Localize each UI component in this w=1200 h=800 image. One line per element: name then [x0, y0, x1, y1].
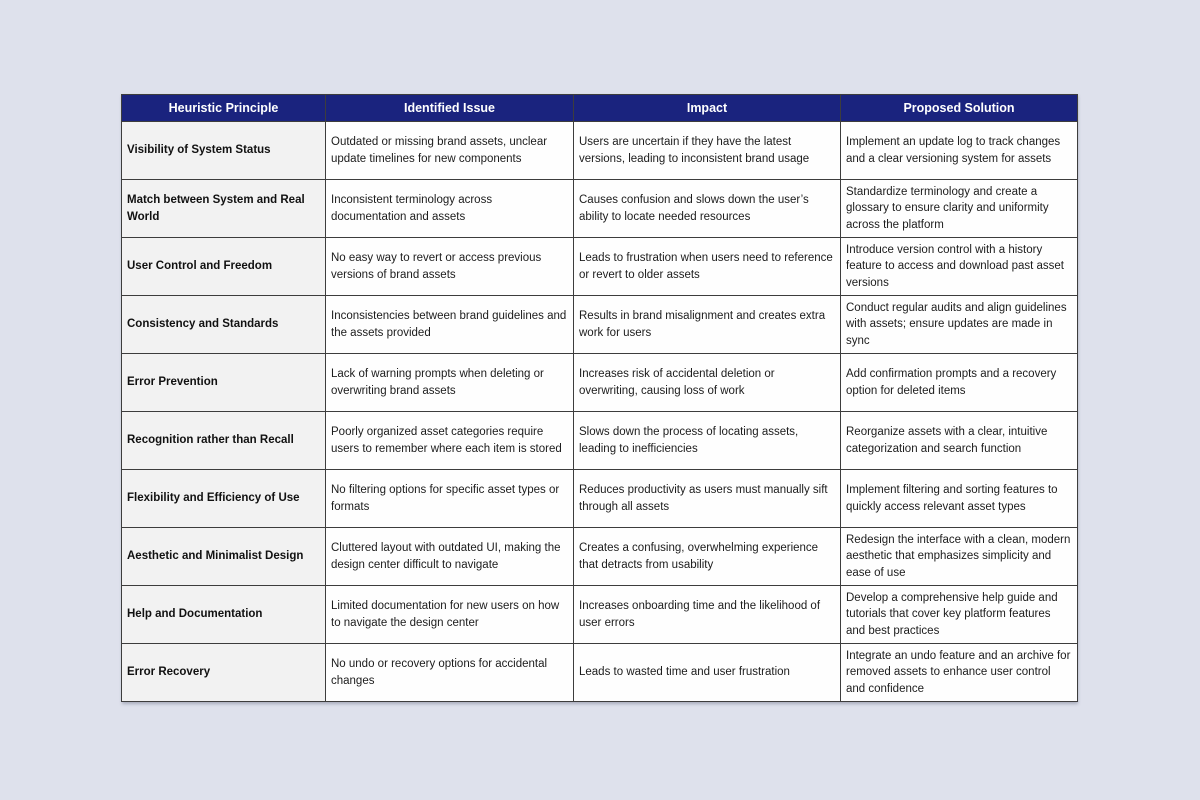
cell-proposed-solution: Develop a comprehensive help guide and tutorials that cover key platform features and best practices [841, 586, 1078, 644]
cell-impact: Results in brand misalignment and creates extra work for users [574, 296, 841, 354]
cell-heuristic-principle: Error Prevention [122, 354, 326, 412]
cell-impact: Increases onboarding time and the likelihood of user errors [574, 586, 841, 644]
cell-impact: Leads to wasted time and user frustration [574, 644, 841, 702]
cell-heuristic-principle: Visibility of System Status [122, 122, 326, 180]
table-row [122, 470, 1078, 528]
cell-identified-issue: Poorly organized asset categories require users to remember where each item is stored [326, 412, 574, 470]
cell-impact: Creates a confusing, overwhelming experience that detracts from usability [574, 528, 841, 586]
cell-proposed-solution: Reorganize assets with a clear, intuitive categorization and search function [841, 412, 1078, 470]
table-row [122, 122, 1078, 180]
cell-impact: Users are uncertain if they have the latest versions, leading to inconsistent brand usage [574, 122, 841, 180]
table-row [122, 528, 1078, 586]
cell-identified-issue: Inconsistencies between brand guidelines and the assets provided [326, 296, 574, 354]
cell-proposed-solution: Conduct regular audits and align guidelines with assets; ensure updates are made in sync [841, 296, 1078, 354]
table-header [122, 95, 1078, 122]
cell-heuristic-principle: Flexibility and Efficiency of Use [122, 470, 326, 528]
cell-identified-issue: Inconsistent terminology across documentation and assets [326, 180, 574, 238]
cell-heuristic-principle: Recognition rather than Recall [122, 412, 326, 470]
cell-impact: Reduces productivity as users must manually sift through all assets [574, 470, 841, 528]
column-header-identified-issue: Identified Issue [326, 95, 574, 122]
cell-identified-issue: No easy way to revert or access previous versions of brand assets [326, 238, 574, 296]
table-body [122, 122, 1078, 702]
cell-proposed-solution: Implement an update log to track changes and a clear versioning system for assets [841, 122, 1078, 180]
cell-proposed-solution: Introduce version control with a history feature to access and download past asset versions [841, 238, 1078, 296]
heuristic-evaluation-table [121, 94, 1077, 702]
cell-proposed-solution: Standardize terminology and create a glossary to ensure clarity and uniformity across the platform [841, 180, 1078, 238]
cell-identified-issue: Outdated or missing brand assets, unclear update timelines for new components [326, 122, 574, 180]
cell-identified-issue: Cluttered layout with outdated UI, making the design center difficult to navigate [326, 528, 574, 586]
table-row [122, 586, 1078, 644]
table-row [122, 412, 1078, 470]
column-header-impact: Impact [574, 95, 841, 122]
table-row [122, 644, 1078, 702]
cell-identified-issue: Lack of warning prompts when deleting or overwriting brand assets [326, 354, 574, 412]
cell-heuristic-principle: Consistency and Standards [122, 296, 326, 354]
cell-impact: Increases risk of accidental deletion or overwriting, causing loss of work [574, 354, 841, 412]
cell-heuristic-principle: User Control and Freedom [122, 238, 326, 296]
cell-impact: Leads to frustration when users need to reference or revert to older assets [574, 238, 841, 296]
header-row [122, 95, 1078, 122]
cell-impact: Causes confusion and slows down the user’s ability to locate needed resources [574, 180, 841, 238]
table-row [122, 296, 1078, 354]
cell-proposed-solution: Integrate an undo feature and an archive for removed assets to enhance user control and confidence [841, 644, 1078, 702]
cell-heuristic-principle: Help and Documentation [122, 586, 326, 644]
table-row [122, 180, 1078, 238]
column-header-proposed-solution: Proposed Solution [841, 95, 1078, 122]
cell-impact: Slows down the process of locating assets, leading to inefficiencies [574, 412, 841, 470]
cell-proposed-solution: Redesign the interface with a clean, modern aesthetic that emphasizes simplicity and ease of use [841, 528, 1078, 586]
cell-identified-issue: Limited documentation for new users on how to navigate the design center [326, 586, 574, 644]
column-header-heuristic-principle: Heuristic Principle [122, 95, 326, 122]
cell-proposed-solution: Implement filtering and sorting features to quickly access relevant asset types [841, 470, 1078, 528]
cell-heuristic-principle: Aesthetic and Minimalist Design [122, 528, 326, 586]
table [121, 94, 1078, 702]
cell-heuristic-principle: Error Recovery [122, 644, 326, 702]
table-row [122, 354, 1078, 412]
cell-identified-issue: No filtering options for specific asset types or formats [326, 470, 574, 528]
cell-heuristic-principle: Match between System and Real World [122, 180, 326, 238]
cell-identified-issue: No undo or recovery options for accidental changes [326, 644, 574, 702]
cell-proposed-solution: Add confirmation prompts and a recovery option for deleted items [841, 354, 1078, 412]
table-row [122, 238, 1078, 296]
